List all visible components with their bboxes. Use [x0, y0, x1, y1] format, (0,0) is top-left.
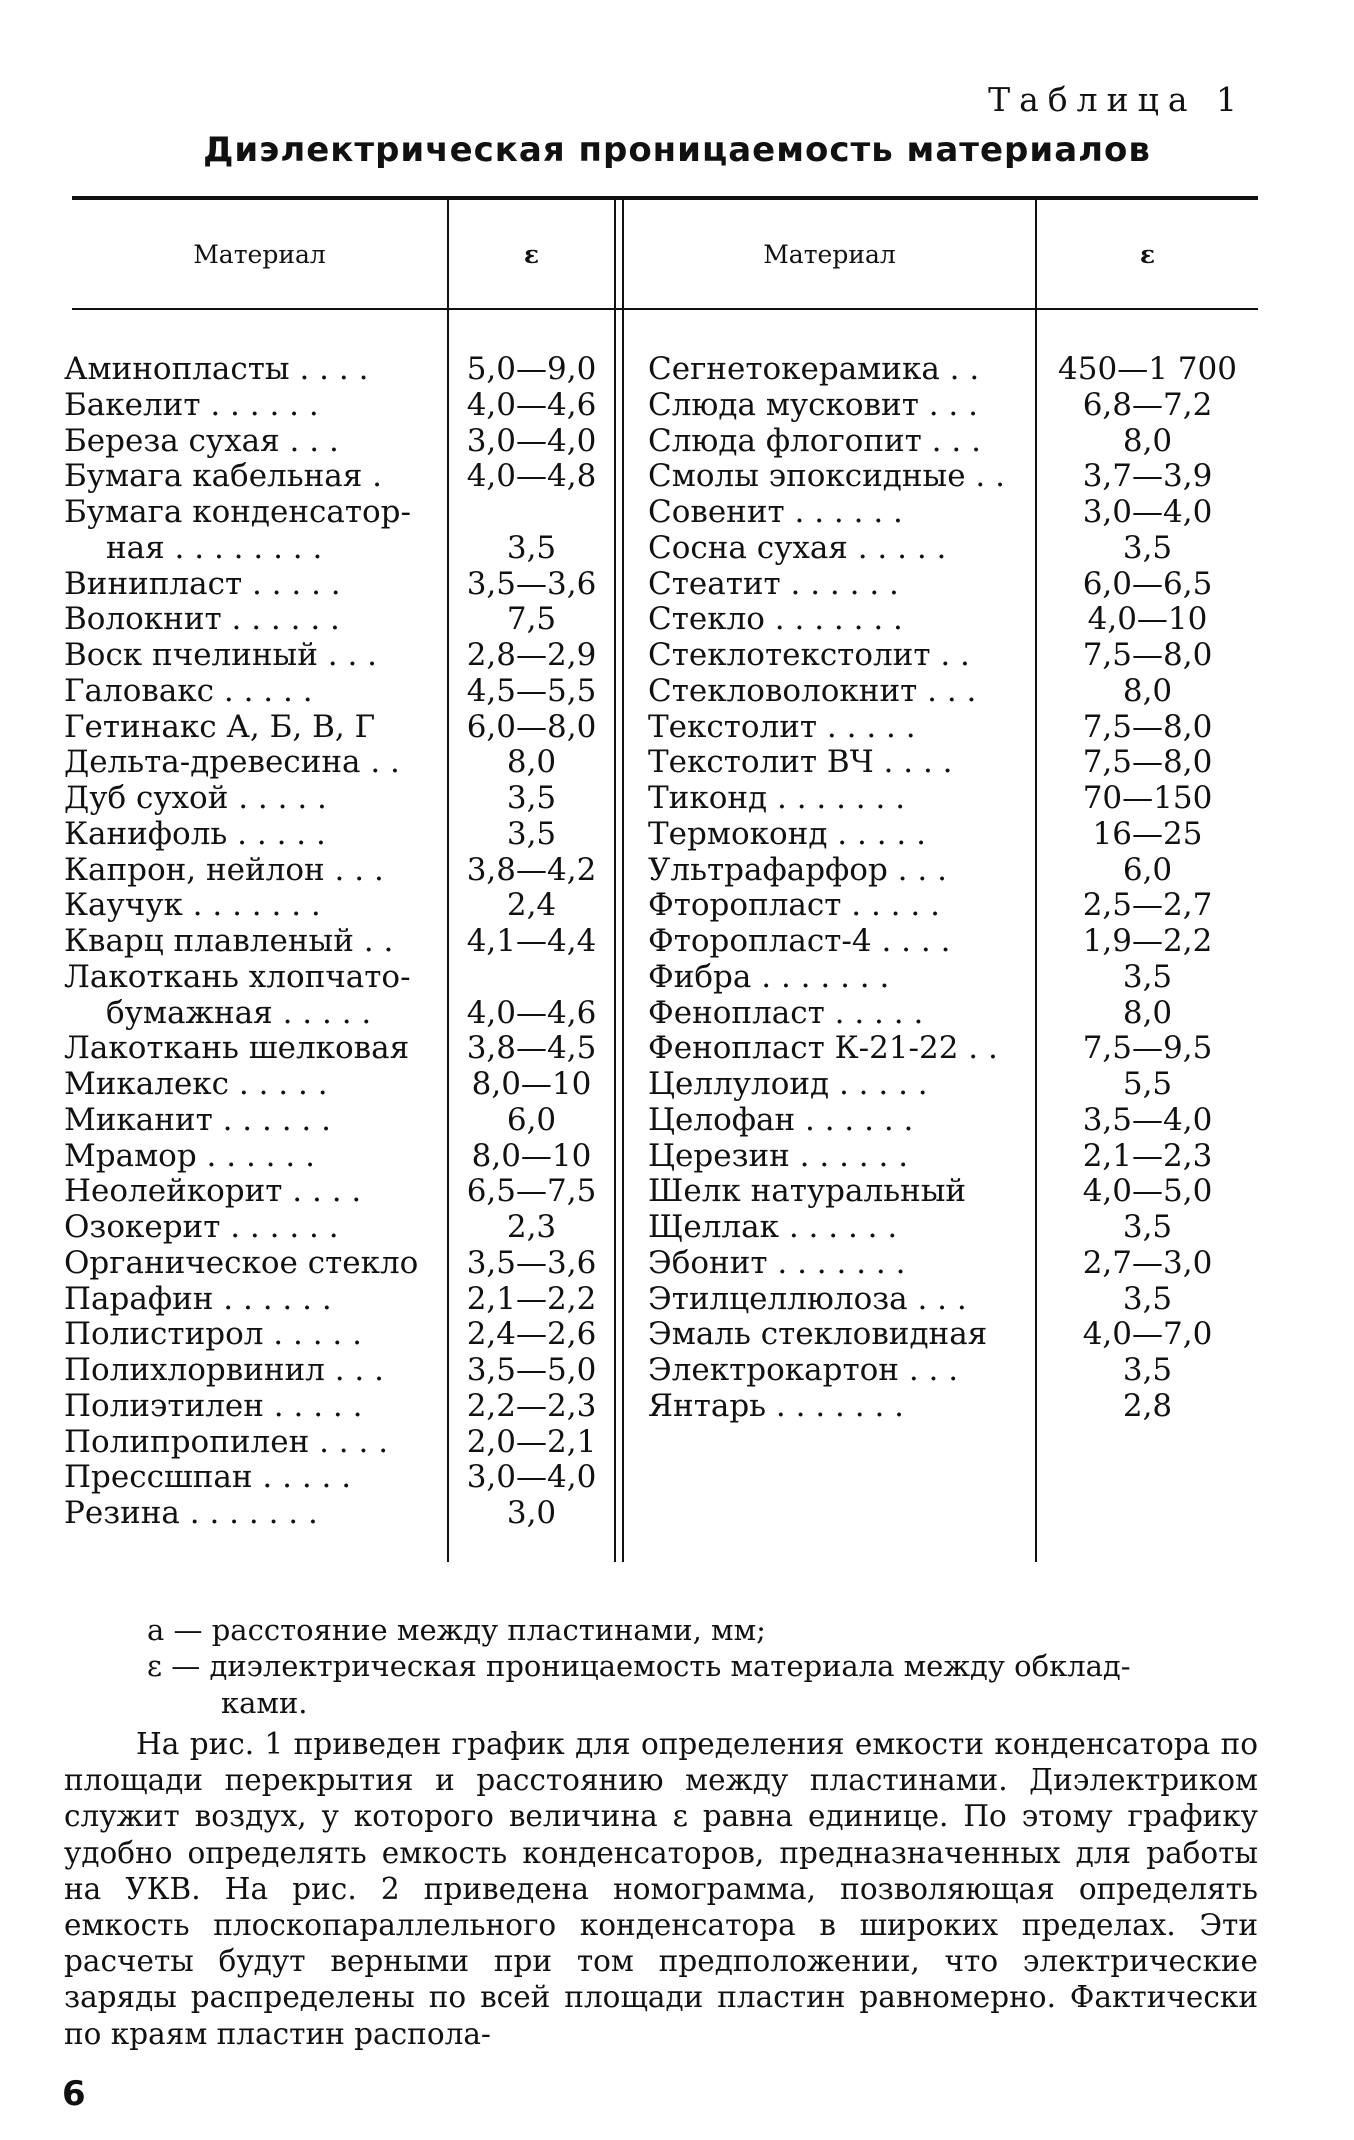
table-label: Таблица 1: [988, 80, 1246, 119]
material-name: Стеклотекстолит . .: [648, 638, 970, 673]
legend-epsilon: [147, 1648, 1257, 1722]
material-name: бумажная . . . . .: [106, 995, 372, 1031]
material-name: Слюда мусковит . . .: [648, 387, 978, 423]
material-name: Кварц плавленый . .: [64, 924, 394, 959]
material-name: Текстолит . . . . .: [648, 709, 916, 745]
material-name: Лакоткань хлопчато-: [64, 959, 411, 995]
material-name: Электрокартон . . .: [648, 1353, 959, 1388]
header-material-right: Материал: [763, 240, 896, 269]
epsilon-value: 3,8—4,5: [466, 1030, 597, 1067]
material-name: Парафин . . . . . .: [64, 1281, 332, 1317]
epsilon-value: 3,5: [1122, 1209, 1173, 1245]
material-name: Береза сухая . . .: [64, 423, 339, 459]
material-name: Воск пчелиный . . .: [64, 638, 378, 673]
page-number: 6: [62, 2074, 86, 2114]
material-name: Дельта-древесина . .: [64, 745, 400, 781]
material-name: Микалекс . . . . .: [64, 1067, 328, 1102]
right-material-column: [648, 352, 1030, 1425]
material-name: Стеатит . . . . . .: [648, 566, 899, 602]
material-name: Прессшпан . . . . .: [64, 1460, 352, 1496]
epsilon-value: 8,0—10: [471, 1066, 592, 1102]
epsilon-value: 3,5: [506, 529, 557, 566]
material-name: Термоконд . . . . .: [648, 816, 926, 852]
material-name: Полипропилен . . . .: [64, 1424, 389, 1460]
column-divider-double: [622, 200, 624, 1562]
epsilon-value: 2,8—2,9: [466, 637, 597, 673]
epsilon-value: 3,5: [1122, 1280, 1173, 1317]
material-name: Мрамор . . . . . .: [64, 1138, 315, 1174]
epsilon-value: 4,0—4,8: [466, 458, 597, 495]
paragraph-text: На рис. 1 приведен график для определения емкости конденсатора по площади перекрытия и расстоянию между пластинами. Диэлектриком служит воздух, у которого величина ε равна единице. По этому графику удобно определять емкость конденсаторов, предназначенных для работы на УКВ. На рис. 2 приведена номограмма, позволяющая определять емкость плоскопараллельного конденсатора в широких пределах. Эти расчеты будут верными при том предположении, что электрические заряды распределены по всей площади пластин равномерно. Фактически по краям пластин распола-: [64, 1727, 1258, 2051]
material-name: Янтарь . . . . . . .: [648, 1388, 905, 1424]
material-name: Винипласт . . . . .: [64, 566, 341, 602]
material-name: Гетинакс А, Б, В, Г: [64, 709, 376, 745]
epsilon-value: 3,5: [1122, 529, 1173, 566]
epsilon-value: 2,4: [506, 887, 557, 924]
epsilon-value: 4,0—10: [1087, 601, 1208, 638]
header-material-left: Материал: [193, 240, 326, 269]
table-top-rule: [72, 196, 1258, 200]
epsilon-value: 8,0—10: [471, 1137, 592, 1174]
left-material-column: [64, 352, 444, 1532]
material-name: Волокнит . . . . . .: [64, 602, 340, 638]
epsilon-value: 2,8: [1122, 1387, 1173, 1424]
epsilon-value: 4,0—4,6: [466, 994, 597, 1031]
material-name: Фенопласт К-21-22 . .: [648, 1031, 998, 1067]
material-name: Фенопласт . . . . .: [648, 995, 924, 1031]
epsilon-value: 2,0—2,1: [466, 1423, 597, 1460]
epsilon-value: 3,0: [506, 1495, 557, 1531]
material-name: Целлулоид . . . . .: [648, 1067, 928, 1102]
epsilon-value: 7,5—8,0: [1082, 708, 1213, 745]
epsilon-value: 8,0: [1122, 672, 1173, 709]
epsilon-value: 3,5: [506, 780, 557, 816]
material-name: Этилцеллюлоза . . .: [648, 1281, 967, 1317]
material-name: Фторопласт . . . . .: [648, 888, 940, 924]
table-header-rule: [72, 308, 1258, 310]
epsilon-value: 3,0—4,0: [466, 422, 597, 459]
legend-epsilon-line1: ε — диэлектрическая проницаемость материала между обклад-: [147, 1649, 1131, 1683]
epsilon-value: 70—150: [1082, 780, 1213, 816]
material-name: Слюда флогопит . . .: [648, 423, 981, 459]
material-name: Галовакс . . . . .: [64, 673, 313, 709]
epsilon-value: 7,5—8,0: [1082, 637, 1213, 673]
epsilon-value: 3,5: [1122, 1352, 1173, 1388]
epsilon-value: 5,0—9,0: [466, 351, 597, 387]
material-name: Канифоль . . . . .: [64, 816, 326, 852]
table-title: Диэлектрическая проницаемость материалов: [203, 130, 1151, 170]
epsilon-value: 4,5—5,5: [466, 672, 597, 709]
epsilon-value: 3,7—3,9: [1082, 458, 1213, 495]
epsilon-value: 6,0—6,5: [1082, 565, 1213, 602]
epsilon-value: 6,0: [506, 1101, 557, 1138]
epsilon-value: 4,1—4,4: [466, 923, 597, 959]
material-name: Эбонит . . . . . . .: [648, 1245, 906, 1281]
epsilon-value: 8,0: [506, 744, 557, 781]
legend-epsilon-line2: ками.: [221, 1686, 308, 1720]
epsilon-value: 3,5: [506, 815, 557, 852]
epsilon-value: 3,5—5,0: [466, 1352, 597, 1388]
epsilon-value: 7,5: [506, 601, 557, 638]
epsilon-value: 6,0: [1122, 851, 1173, 888]
legend-a: a — расстояние между пластинами, мм;: [147, 1613, 766, 1647]
left-epsilon-column: [449, 352, 614, 1532]
epsilon-value: 6,0—8,0: [466, 708, 597, 745]
epsilon-value: 4,0—4,6: [466, 386, 597, 423]
material-name: Полиэтилен . . . . .: [64, 1388, 363, 1424]
epsilon-value: 8,0: [1122, 422, 1173, 459]
epsilon-value: 16—25: [1092, 815, 1203, 852]
epsilon-value: 5,5: [1122, 1066, 1173, 1102]
material-name: Смолы эпоксидные . .: [648, 459, 1005, 495]
epsilon-value: 6,8—7,2: [1082, 386, 1213, 423]
epsilon-value: 4,0—5,0: [1082, 1173, 1213, 1210]
material-name: Бумага конденсатор-: [64, 495, 411, 530]
epsilon-value: 3,5—3,6: [466, 565, 597, 602]
material-name: Бумага кабельная .: [64, 459, 383, 495]
epsilon-value: 1,9—2,2: [1082, 923, 1213, 959]
epsilon-value: 6,5—7,5: [466, 1173, 597, 1210]
material-name: Фторопласт-4 . . . .: [648, 924, 951, 959]
epsilon-value: 2,1—2,3: [1082, 1137, 1213, 1174]
material-name: Шелк натуральный: [648, 1174, 967, 1210]
material-name: Капрон, нейлон . . .: [64, 852, 384, 888]
epsilon-value: 2,4—2,6: [466, 1316, 597, 1353]
material-name: Сосна сухая . . . . .: [648, 530, 947, 566]
material-name: Эмаль стекловидная: [648, 1317, 988, 1353]
epsilon-value: 2,2—2,3: [466, 1387, 597, 1424]
right-epsilon-column: [1037, 352, 1258, 1425]
material-name: Дуб сухой . . . . .: [64, 781, 327, 816]
header-epsilon-right: ε: [1139, 240, 1156, 269]
header-epsilon-left: ε: [523, 240, 540, 269]
epsilon-value: 7,5—9,5: [1082, 1030, 1213, 1067]
material-name: Органическое стекло: [64, 1245, 419, 1281]
material-name: Лакоткань шелковая: [64, 1031, 410, 1067]
material-name: Полистирол . . . . .: [64, 1317, 362, 1353]
material-name: Фибра . . . . . . .: [648, 959, 890, 995]
column-divider-double: [614, 200, 616, 1562]
epsilon-value: 450—1 700: [1058, 351, 1237, 387]
material-name: Сегнетокерамика . .: [648, 352, 980, 387]
body-paragraph: [64, 1726, 1258, 2052]
material-name: Тиконд . . . . . . .: [648, 781, 906, 816]
material-name: ная . . . . . . . .: [106, 530, 323, 566]
epsilon-value: 3,8—4,2: [466, 851, 597, 888]
epsilon-value: 3,5—3,6: [466, 1244, 597, 1281]
epsilon-value: 3,0—4,0: [1082, 494, 1213, 530]
material-name: Неолейкорит . . . .: [64, 1174, 362, 1210]
epsilon-value: 2,5—2,7: [1082, 887, 1213, 924]
material-name: Щеллак . . . . . .: [648, 1210, 898, 1245]
material-name: Церезин . . . . . .: [648, 1138, 909, 1174]
epsilon-value: 7,5—8,0: [1082, 744, 1213, 781]
epsilon-value: 8,0: [1122, 994, 1173, 1031]
epsilon-value: 3,5: [1122, 958, 1173, 995]
epsilon-value: 2,3: [506, 1209, 557, 1245]
material-name: Каучук . . . . . . .: [64, 888, 321, 924]
material-name: Стекловолокнит . . .: [648, 673, 977, 709]
material-name: Миканит . . . . . .: [64, 1102, 331, 1138]
material-name: Текстолит ВЧ . . . .: [648, 745, 953, 781]
material-name: Резина . . . . . . .: [64, 1496, 318, 1531]
epsilon-value: 3,0—4,0: [466, 1459, 597, 1496]
material-name: Аминопласты . . . .: [64, 352, 369, 387]
material-name: Полихлорвинил . . .: [64, 1353, 384, 1388]
epsilon-value: 2,1—2,2: [466, 1280, 597, 1317]
material-name: Совенит . . . . . .: [648, 495, 903, 530]
epsilon-value: 3,5—4,0: [1082, 1101, 1213, 1138]
epsilon-value: [449, 960, 614, 996]
epsilon-value: 4,0—7,0: [1082, 1316, 1213, 1353]
epsilon-value: [449, 495, 614, 531]
material-name: Целофан . . . . . .: [648, 1102, 914, 1138]
material-name: Бакелит . . . . . .: [64, 387, 319, 423]
material-name: Ультрафарфор . . .: [648, 852, 947, 888]
material-name: Озокерит . . . . . .: [64, 1210, 339, 1245]
material-name: Стекло . . . . . . .: [648, 602, 903, 638]
epsilon-value: 2,7—3,0: [1082, 1244, 1213, 1281]
